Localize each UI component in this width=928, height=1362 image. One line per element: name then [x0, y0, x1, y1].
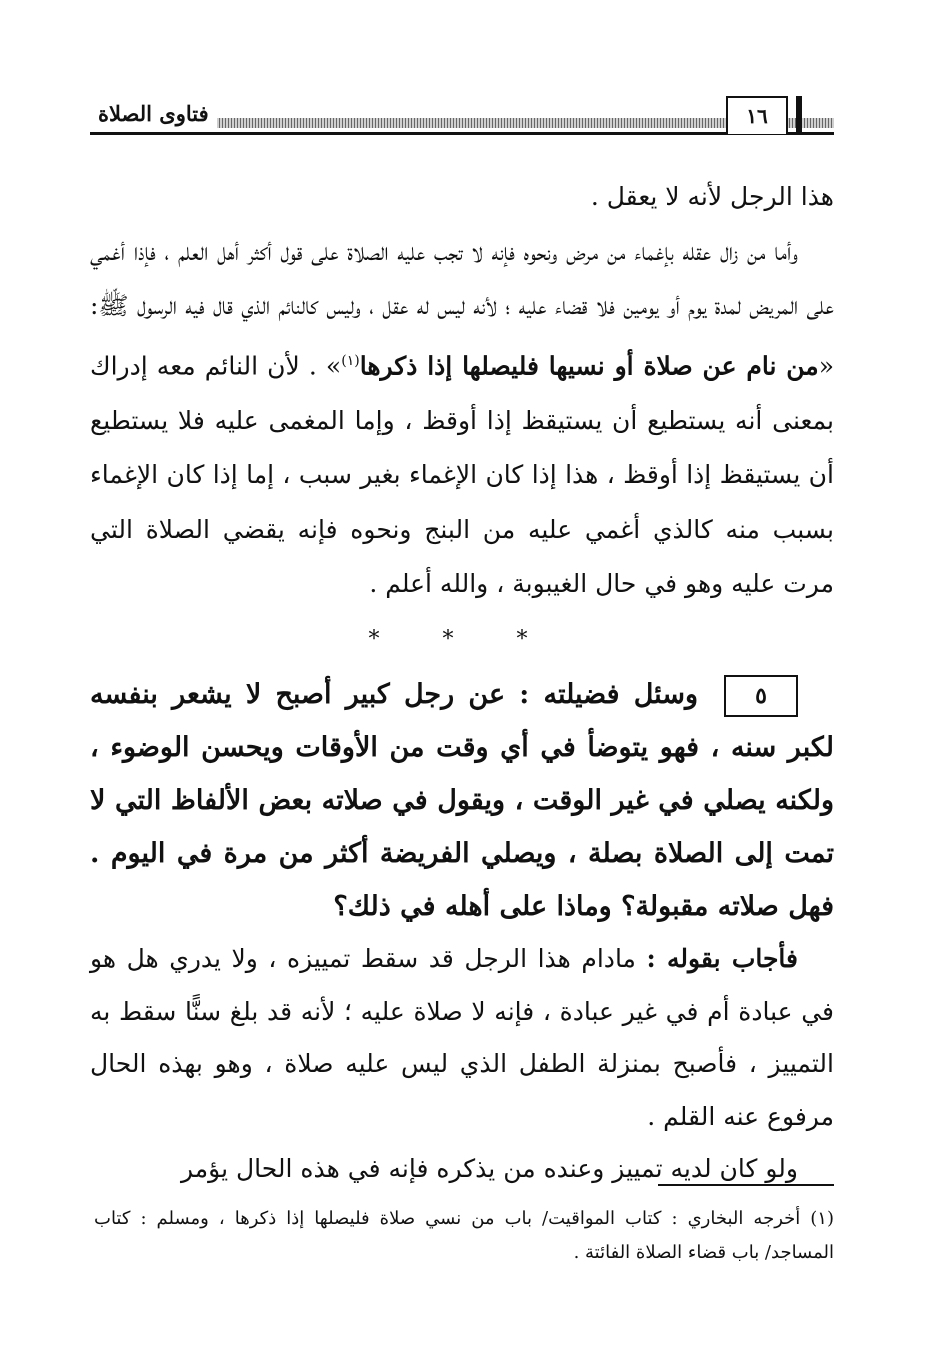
hadith-quote: من نام عن صلاة أو نسيها فليصلها إذا ذكرها — [359, 351, 819, 381]
section-separator: * * * — [368, 627, 556, 653]
header-rule — [90, 132, 834, 135]
paragraph-fainting-start: وأما من زال عقله بإغماء من مرض ونحوه فإنه لا تجب عليه الصلاة على قول أكثر أهل العلم ، فإذا أغمي على المريض لمدة يوم أو يومين فلا قضاء عليه ؛ لأنه ليس له عقل ، وليس كالنائم الذي قال فيه الرسول ﷺ: « — [90, 236, 834, 381]
page-body — [90, 170, 834, 1196]
running-title: فتاوى الصلاة — [90, 96, 217, 132]
paragraph-continued: ولو كان لديه تمييز وعنده من يذكره فإنه في هذه الحال يؤمر — [180, 1154, 798, 1184]
answer-text: مادام هذا الرجل قد سقط تمييزه ، ولا يدري هل هو في عبادة أم في غير عبادة ، فإنه لا صلاة عليه ؛ لأنه قد بلغ سنًّا سقط به التمييز ، فأصبح بمنزلة الطفل الذي ليس عليه صلاة ، وهو بهذه الحال مرفوع عنه القلم . — [90, 944, 834, 1131]
question-block — [90, 668, 834, 933]
answer-lead: فأجاب بقوله : — [646, 944, 798, 974]
question-number: ٥ — [724, 675, 798, 717]
paragraph-intro: هذا الرجل لأنه لا يعقل . — [590, 182, 834, 211]
page-header — [90, 96, 834, 138]
page-number-edge — [796, 96, 802, 134]
paragraph-fainting — [90, 225, 834, 612]
answer-block — [90, 933, 834, 1196]
footnote — [94, 1202, 834, 1270]
footnote-text: (١) أخرجه البخاري : كتاب المواقيت/ باب من نسي صلاة فليصلها إذا ذكرها ، ومسلم : كتاب المساجد/ باب قضاء الصلاة الفائتة . — [94, 1208, 834, 1263]
paragraph-fainting-end: » . لأن النائم معه إدراك بمعنى أنه يستطيع أن يستيقظ إذا أوقظ ، وإما المغمى عليه فلا يستطيع أن يستيقظ إذا أوقظ ، هذا إذا كان الإغماء بغير سبب ، إما إذا كان الإغماء بسبب منه كالذي أغمي عليه من البنج ونحوه فإنه يقضي الصلاة التي مرت عليه وهو في حال الغيبوبة ، والله أعلم . — [90, 351, 834, 599]
page-number: ١٦ — [726, 96, 788, 134]
footnote-rule — [658, 1184, 834, 1186]
question-text: وسئل فضيلته : عن رجل كبير أصبح لا يشعر بنفسه لكبر سنه ، فهو يتوضأ في أي وقت من الأوقات ويحسن الوضوء ، ولكنه يصلي في غير الوقت ، ويقول في صلاته بعض الألفاظ التي لا تمت إلى الصلاة بصلة ، ويصلي الفريضة أكثر من مرة في اليوم . فهل صلاته مقبولة؟ وماذا على أهله في ذلك؟ — [90, 679, 834, 923]
footnote-ref: (١) — [341, 352, 360, 369]
